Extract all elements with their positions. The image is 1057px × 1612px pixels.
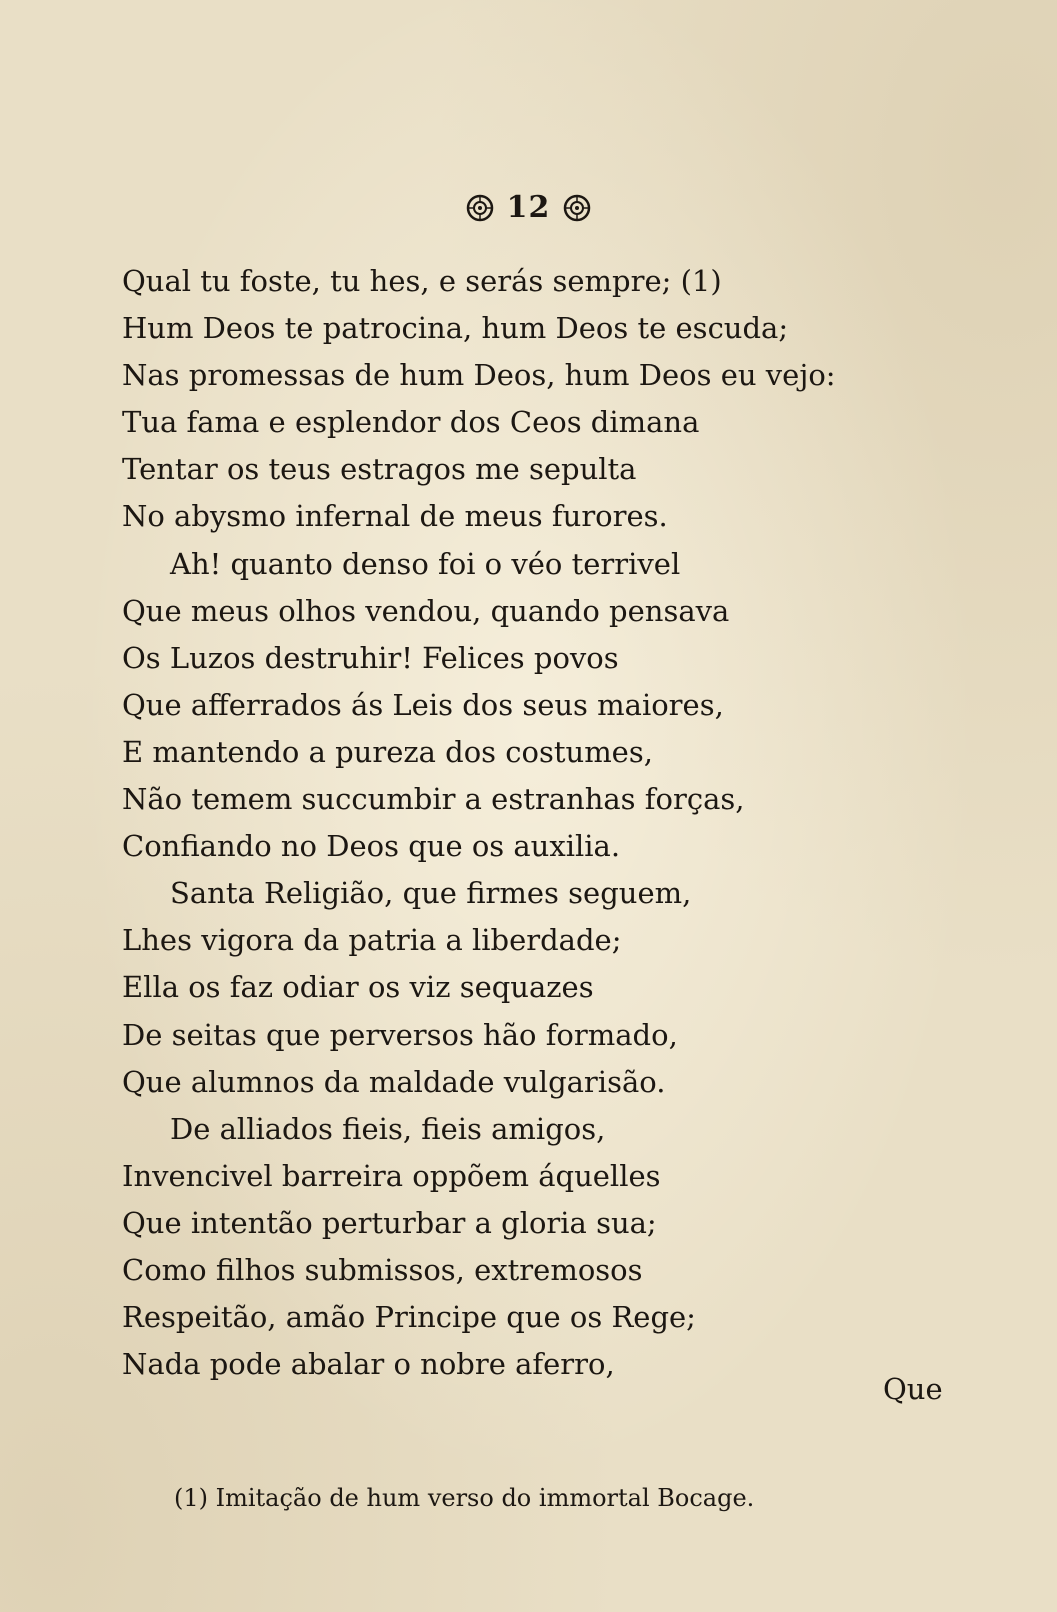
verse-line: Lhes vigora da patria a liberdade; bbox=[122, 923, 622, 958]
verse-line: Invencivel barreira oppõem áquelles bbox=[122, 1158, 661, 1193]
verse-line: Ella os faz odiar os viz sequazes bbox=[122, 970, 594, 1005]
verse-line: Que intentão perturbar a gloria sua; bbox=[122, 1205, 657, 1240]
verse-line: Confiando no Deos que os auxilia. bbox=[122, 829, 621, 864]
verse-line: No abysmo infernal de meus furores. bbox=[122, 499, 668, 534]
verse-line: Como filhos submissos, extremosos bbox=[122, 1252, 643, 1287]
verse-line: Qual tu foste, tu hes, e serás sempre; (1) bbox=[122, 264, 722, 298]
verse-line: Ah! quanto denso foi o véo terrivel bbox=[170, 546, 681, 581]
verse-line: De alliados fieis, fieis amigos, bbox=[170, 1111, 606, 1146]
verse-line: Não temem succumbir a estranhas forças, bbox=[122, 782, 745, 817]
verse-line: Tentar os teus estragos me sepulta bbox=[122, 452, 637, 487]
rosette-icon bbox=[562, 193, 592, 223]
poem-body bbox=[122, 258, 942, 1388]
verse-line: Que afferrados ás Leis dos seus maiores, bbox=[122, 687, 724, 722]
rosette-icon bbox=[465, 193, 495, 223]
verse-line: Os Luzos destruhir! Felices povos bbox=[122, 640, 619, 675]
verse-line: Que alumnos da maldade vulgarisão. bbox=[122, 1064, 666, 1099]
verse-line: De seitas que perversos hão formado, bbox=[122, 1017, 678, 1052]
verse-line: Santa Religião, que firmes seguem, bbox=[170, 876, 692, 911]
footnote: (1) Imitação de hum verso do immortal Bocage. bbox=[174, 1484, 755, 1512]
catchword: Que bbox=[883, 1372, 943, 1406]
verse-line: E mantendo a pureza dos costumes, bbox=[122, 734, 653, 769]
verse-line: Nada pode abalar o nobre aferro, bbox=[122, 1347, 615, 1382]
verse-line: Nas promessas de hum Deos, hum Deos eu vejo: bbox=[122, 358, 836, 393]
verse-line: Tua fama e esplendor dos Ceos dimana bbox=[122, 405, 700, 440]
page-header bbox=[0, 190, 1057, 225]
page-number: 12 bbox=[506, 190, 551, 225]
verse-line: Hum Deos te patrocina, hum Deos te escuda; bbox=[122, 311, 789, 346]
verse-line: Respeitão, amão Principe que os Rege; bbox=[122, 1300, 696, 1335]
verse-line: Que meus olhos vendou, quando pensava bbox=[122, 593, 730, 628]
